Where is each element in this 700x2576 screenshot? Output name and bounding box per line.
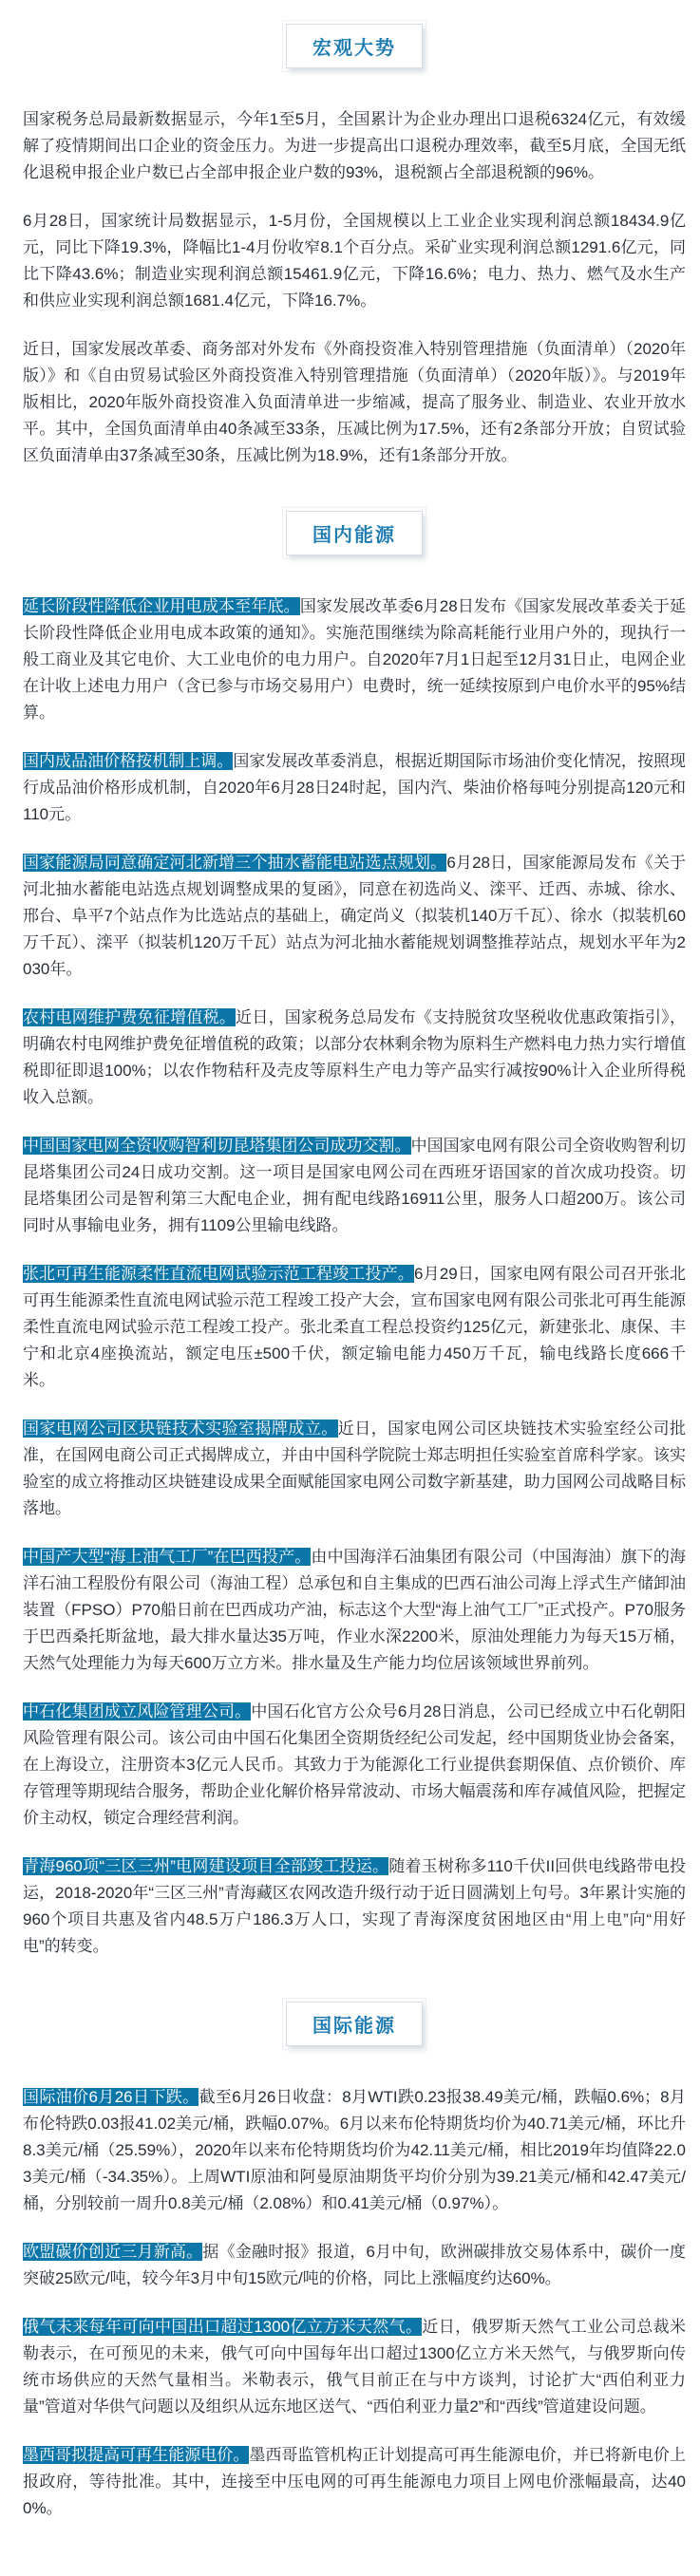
highlight-lead: 中石化集团成立风险管理公司。 [23, 1702, 252, 1720]
paragraph [23, 106, 686, 186]
highlight-lead: 国家能源局同意确定河北新增三个抽水蓄能电站选点规划。 [23, 854, 447, 872]
paragraph-text: 6月28日，国家统计局数据显示，1-5月份，全国规模以上工业企业实现利润总额18434.9亿元，同比下降19.3%，降幅比1-4月份收窄8.1个百分点。采矿业实现利润总额1291.6亿元，同比下降43.6%；制造业实现利润总额15461.9亿元，下降16.6%；电力、热力、燃气及水生产和供应业实现利润总额1681.4亿元，下降16.7%。 [23, 212, 686, 310]
section-badge: 国内能源 [286, 511, 423, 555]
highlight-lead: 中国国家电网全资收购智利切昆塔集团公司成功交割。 [23, 1137, 411, 1155]
highlight-lead: 国际油价6月26日下跌。 [23, 2088, 199, 2106]
paragraph-text: 由中国海洋石油集团有限公司（中国海油）旗下的海洋石油工程股份有限公司（海油工程）总承包和自主集成的巴西石油公司海上浮式生产储卸油装置（FPSO）P70船日前在巴西成功产油，标志这个大型“海上油气工厂”正式投产。P70服务于巴西桑托斯盆地，最大排水量达35万吨，作业水深2200米，原油处理能力为每天15万桶，天然气处理能力为每天600万立方米。排水量及生产能力均位居该领域世界前列。 [23, 1548, 687, 1672]
paragraph-text: 墨西哥监管机构正计划提高可再生能源电价，并已将新电价上报政府，等待批准。其中，连接至中压电网的可再生能源电力项目上网电价涨幅最高，达400%。 [23, 2446, 687, 2517]
paragraph-text: 国家发展改革委6月28日发布《国家发展改革委关于延长阶段性降低企业用电成本政策的通知》。实施范围继续为除高耗能行业用户外的，现执行一般工商业及其它电价、大工业电价的电力用户。自2020年7月1日起至12月31日止，电网企业在计收上述电力用户（含已参与市场交易用户）电费时，统一延续按原到户电价水平的95%结算。 [23, 597, 687, 722]
paragraph-text: 近日，国家税务总局发布《支持脱贫攻坚税收优惠政策指引》，明确农村电网维护费免征增值税的政策；以部分农林剩余物为原料生产燃料电力热力实行增值税即征即退100%；以农作物秸秆及壳皮等原料生产电力等产品实行减按90%计入企业所得税收入总额。 [23, 1008, 687, 1106]
paragraph-text: 近日，国家发展改革委、商务部对外发布《外商投资准入特别管理措施（负面清单）（2020年版）》和《自由贸易试验区外商投资准入特别管理措施（负面清单）（2020年版）》。与2019年版相比，2020年版外商投资准入负面清单进一步缩减，提高了服务业、制造业、农业开放水平。其中，全国负面清单由40条减至33条，压减比例为17.5%，还有2条部分开放；自贸试验区负面清单由37条减至30条，压减比例为18.9%，还有1条部分开放。 [23, 340, 686, 464]
paragraph [23, 1005, 686, 1111]
paragraph-text: 6月28日，国家能源局发布《关于河北抽水蓄能电站选点规划调整成果的复函》，同意在初选尚义、滦平、迁西、赤城、徐水、邢台、阜平7个站点作为比选站点的基础上，确定尚义（拟装机140万千瓦）、徐水（拟装机60万千瓦）、滦平（拟装机120万千瓦）站点为河北抽水蓄能规划调整推荐站点，规划水平年为2030年。 [23, 854, 686, 978]
paragraph [23, 2442, 686, 2522]
highlight-lead: 俄气未来每年可向中国出口超过1300亿立方米天然气。 [23, 2318, 423, 2336]
paragraph [23, 208, 686, 314]
highlight-lead: 国内成品油价格按机制上调。 [23, 752, 234, 770]
paragraph-text: 国家税务总局最新数据显示，今年1至5月，全国累计为企业办理出口退税6324亿元，有效缓解了疫情期间出口企业的资金压力。为进一步提高出口退税办理效率，截至5月底，全国无纸化退税申报企业户数已占全部申报企业户数的93%，退税额占全部退税额的96%。 [23, 110, 686, 181]
news-section [23, 2002, 686, 2522]
paragraph-text: 中国石化官方公众号6月28日消息，公司已经成立中石化朝阳风险管理有限公司。该公司由中国石化集团全资期货经纪公司发起，经中国期货业协会备案，在上海设立，注册资本3亿元人民币。其致力于为能源化工行业提供套期保值、点价锁价、库存管理等期现结合服务，帮助企业化解价格异常波动、市场大幅震荡和库存减值风险，把握定价主动权，锁定合理经营利润。 [23, 1702, 686, 1827]
paragraph-text: 国家发展改革委消息，根据近期国际市场油价变化情况，按照现行成品油价格形成机制，自2020年6月28日24时起，国内汽、柴油价格每吨分别提高120元和110元。 [23, 752, 687, 823]
paragraph [23, 1261, 686, 1394]
paragraph [23, 1416, 686, 1522]
paragraph-text: 据《金融时报》报道，6月中旬，欧洲碳排放交易体系中，碳价一度突破25欧元/吨，较今年3月中旬15欧元/吨的价格，同比上涨幅度约达60%。 [23, 2243, 686, 2287]
paragraph-text: 6月29日，国家电网有限公司召开张北可再生能源柔性直流电网试验示范工程竣工投产大会，宣布国家电网有限公司张北可再生能源柔性直流电网试验示范工程竣工投产。张北柔直工程总投资约125亿元，新建张北、康保、丰宁和北京4座换流站，额定电压±500千伏，额定输电能力450万千瓦，输电线路长度666千米。 [23, 1265, 686, 1389]
highlight-lead: 张北可再生能源柔性直流电网试验示范工程竣工投产。 [23, 1265, 414, 1283]
news-section [23, 24, 686, 469]
highlight-lead: 青海960项“三区三州”电网建设项目全部竣工投运。 [23, 1857, 389, 1875]
paragraph [23, 1699, 686, 1832]
highlight-lead: 欧盟碳价创近三月新高。 [23, 2243, 203, 2261]
paragraph [23, 336, 686, 469]
section-badge: 国际能源 [286, 2002, 423, 2046]
paragraph [23, 2239, 686, 2292]
paragraph-text: 中国国家电网有限公司全资收购智利切昆塔集团公司24日成功交割。这一项目是国家电网公司在西班牙语国家的首次成功投资。切昆塔集团公司是智利第三大配电企业，拥有配电线路16911公里，服务人口超200万。该公司同时从事输电业务，拥有1109公里输电线路。 [23, 1137, 687, 1234]
section-badge: 宏观大势 [286, 24, 423, 68]
highlight-lead: 中国产大型“海上油气工厂”在巴西投产。 [23, 1548, 312, 1566]
paragraph [23, 593, 686, 726]
paragraph [23, 2314, 686, 2420]
highlight-lead: 农村电网维护费免征增值税。 [23, 1008, 236, 1026]
highlight-lead: 国家电网公司区块链技术实验室揭牌成立。 [23, 1420, 338, 1438]
paragraph-text: 近日，俄罗斯天然气工业公司总裁米勒表示，在可预见的未来，俄气可向中国每年出口超过1300亿立方米天然气，与俄罗斯向传统市场供应的天然气量相当。米勒表示，俄气目前正在与中方谈判，讨论扩大“西伯利亚力量”管道对华供气问题以及组织从远东地区送气、“西伯利亚力量2”和“西线”管道建设问题。 [23, 2318, 686, 2416]
paragraph [23, 1133, 686, 1239]
paragraph-text: 随着玉树称多110千伏II回供电线路带电投运，2018-2020年“三区三州”青海藏区农网改造升级行动于近日圆满划上句号。3年累计实施的960个项目共惠及省内48.5万户186.3万人口，实现了青海深度贫困地区由“用上电”向“用好电”的转变。 [23, 1857, 686, 1955]
paragraph [23, 1544, 686, 1677]
paragraph [23, 748, 686, 828]
highlight-lead: 墨西哥拟提高可再生能源电价。 [23, 2446, 250, 2464]
highlight-lead: 延长阶段性降低企业用电成本至年底。 [23, 597, 300, 615]
paragraph [23, 2084, 686, 2217]
paragraph-text: 近日，国家电网公司区块链技术实验室经公司批准，在国网电商公司正式揭牌成立，并由中国科学院院士郑志明担任实验室首席科学家。该实验室的成立将推动区块链建设成果全面赋能国家电网公司数字新基建，助力国网公司战略目标落地。 [23, 1420, 687, 1517]
paragraph-text: 截至6月26日收盘：8月WTI跌0.23报38.49美元/桶，跌幅0.6%；8月布伦特跌0.03报41.02美元/桶，跌幅0.07%。6月以来布伦特期货均价为40.71美元/桶，环比升8.3美元/桶（25.59%），2020年以来布伦特期货均价为42.11美元/桶，相比2019年均值降22.03美元/桶（-34.35%）。上周WTI原油和阿曼原油期货平均价分别为39.21美元/桶和42.47美元/桶，分别较前一周升0.8美元/桶（2.08%）和0.41美元/桶（0.97%）。 [23, 2088, 686, 2212]
paragraph [23, 1853, 686, 1960]
paragraph [23, 850, 686, 983]
news-section [23, 511, 686, 1960]
